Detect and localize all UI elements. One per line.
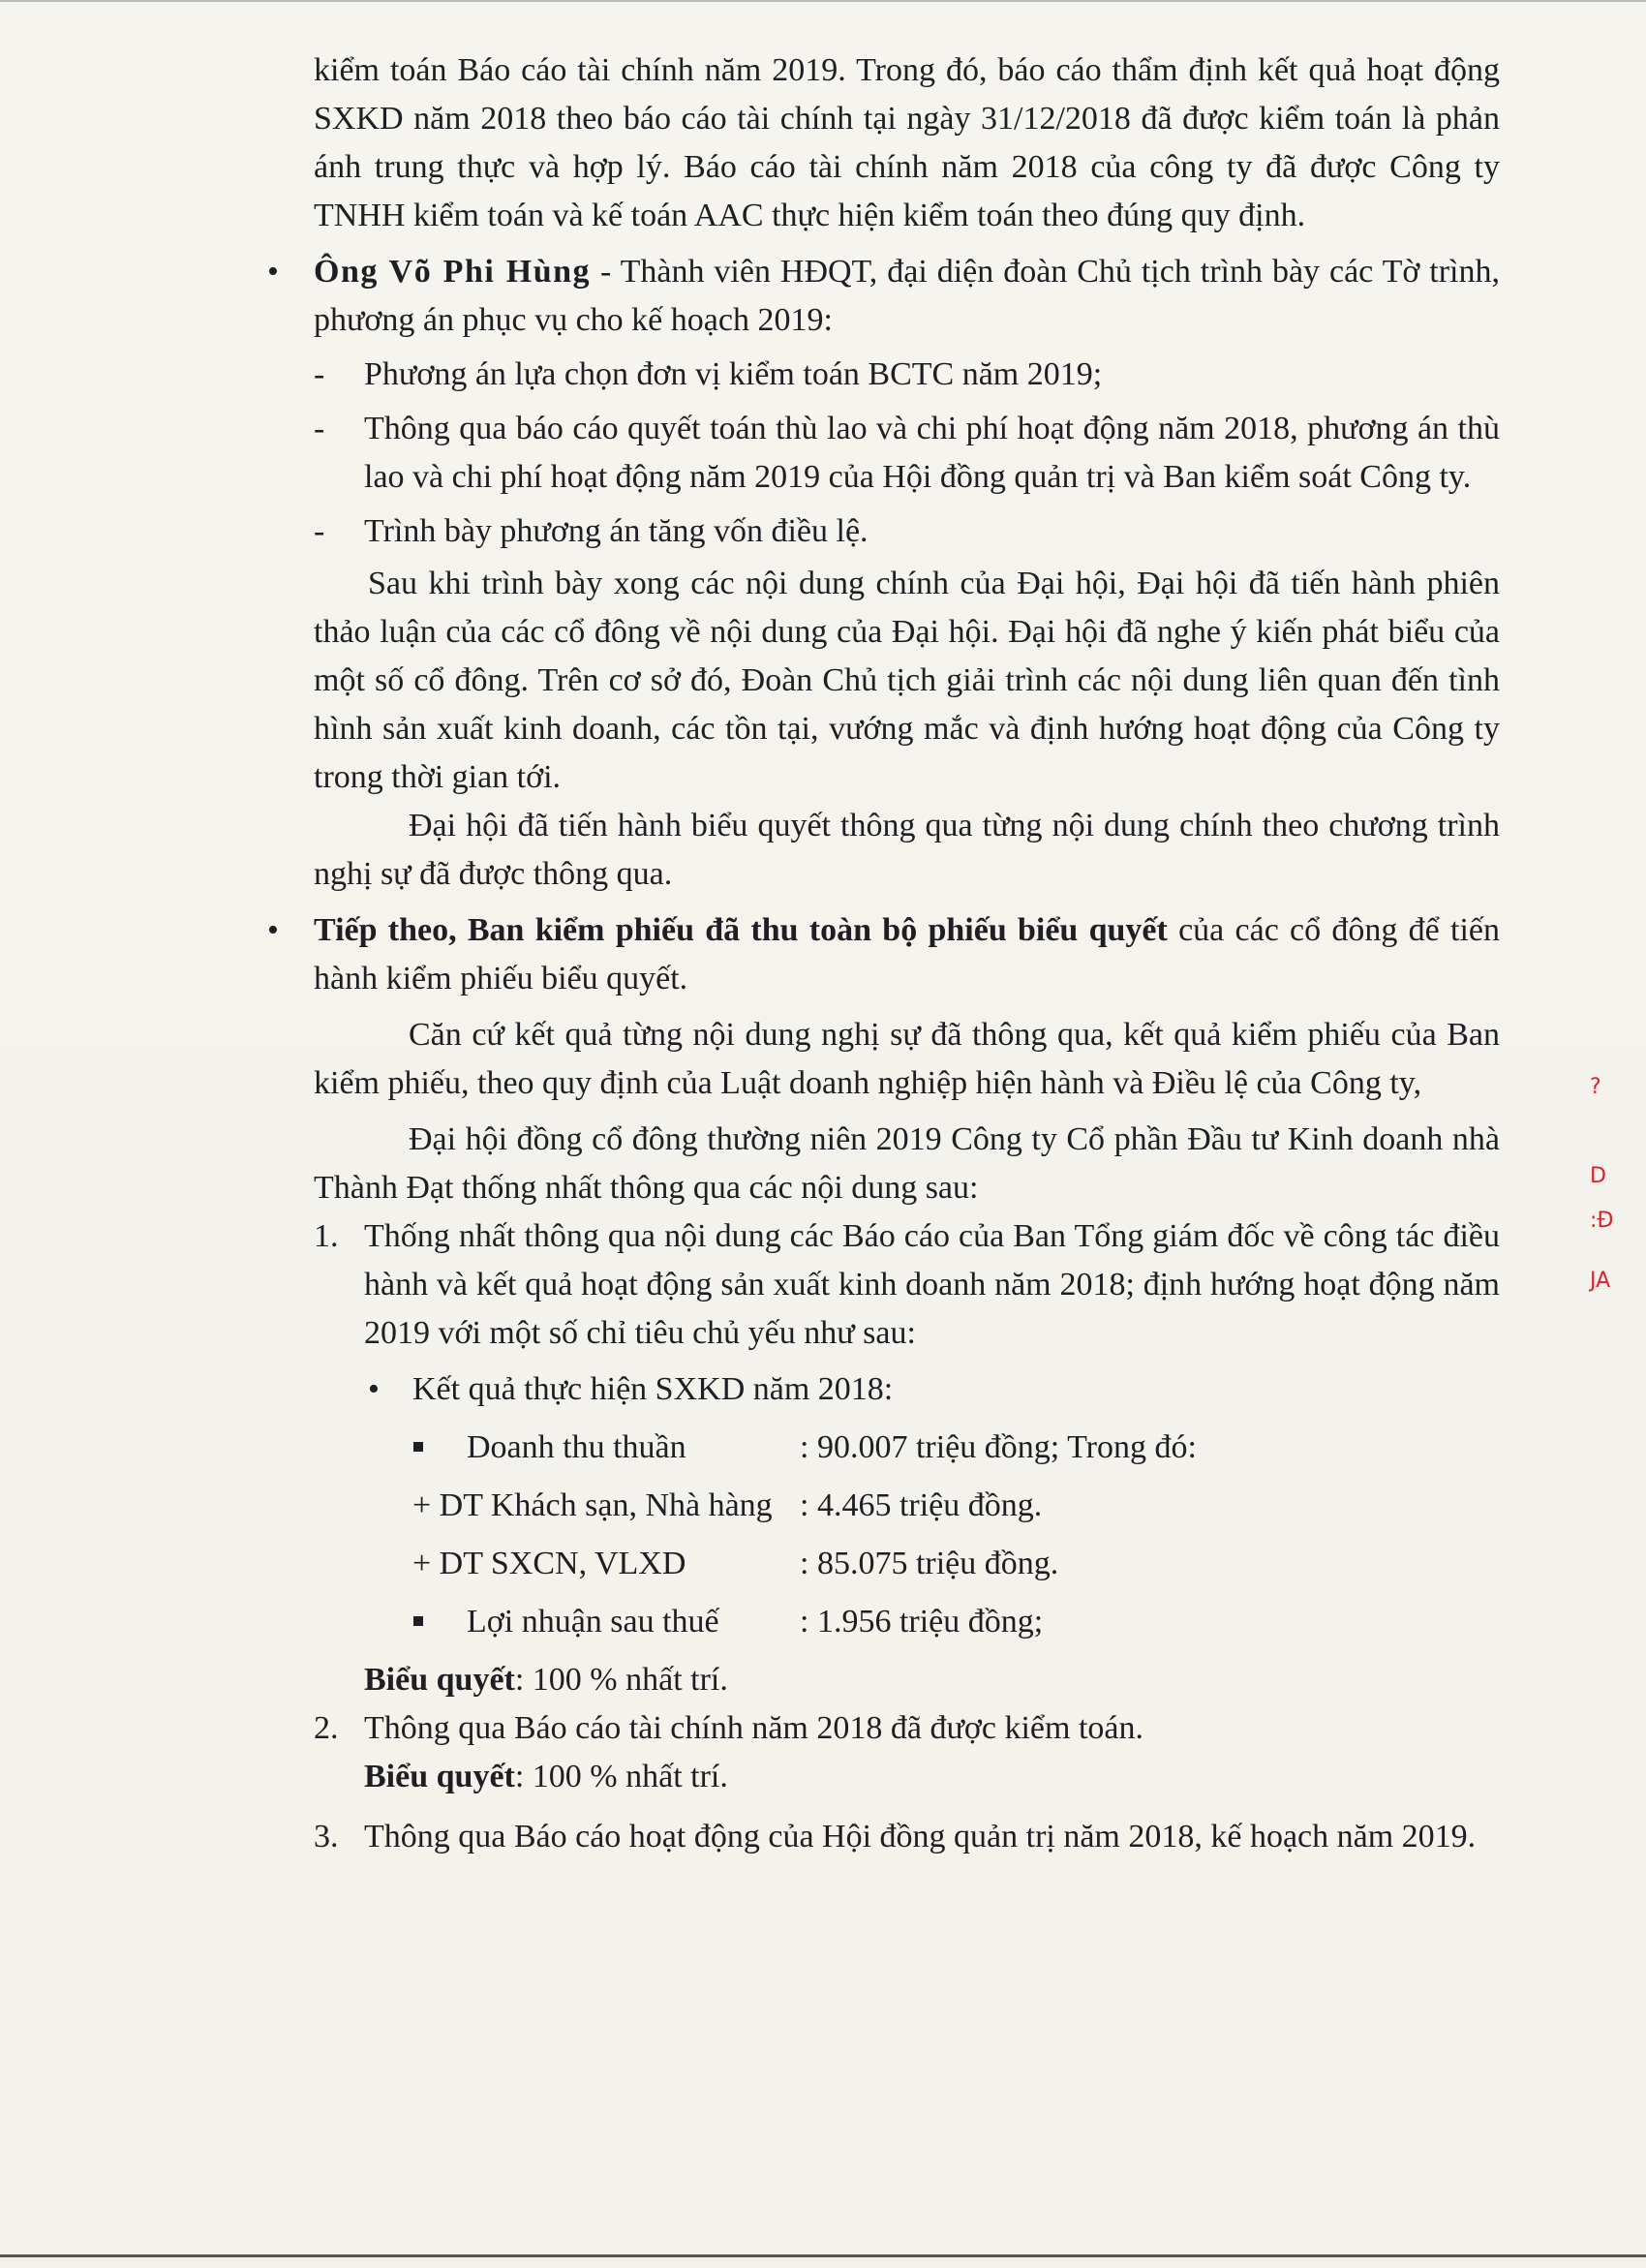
result-label: Lợi nhuận sau thuế [314, 1598, 800, 1646]
result-label: + DT Khách sạn, Nhà hàng [412, 1487, 773, 1523]
vote-counting-text: của các cổ đông để tiến hành kiểm phiếu biểu quyết. [314, 912, 1500, 996]
vote-label: Biểu quyết [364, 1662, 515, 1698]
vote-result-2 [364, 1753, 1500, 1801]
result-value: : 90.007 triệu đồng; Trong đó: [800, 1429, 1197, 1465]
seal-mark: JA [1590, 1269, 1611, 1293]
bullet-vote-counting [314, 906, 1500, 1003]
vote-text: : 100 % nhất trí. [514, 1759, 728, 1794]
dash-item-text: Phương án lựa chọn đơn vị kiểm toán BCTC năm 2019; [364, 356, 1103, 392]
dash-item-text: Trình bày phương án tăng vốn điều lệ. [364, 513, 869, 549]
document-body [314, 46, 1500, 1861]
result-row-hotel-revenue [314, 1482, 1500, 1530]
scan-top-edge [0, 0, 1646, 2]
result-row-net-revenue [314, 1424, 1500, 1472]
red-seal-marks [1584, 1075, 1623, 1317]
resolution-item-3 [314, 1813, 1500, 1861]
result-label: + DT SXCN, VLXD [412, 1546, 686, 1581]
paragraph-voting: Đại hội đã tiến hành biểu quyết thông qua từng nội dung chính theo chương trình nghị sự đã được thông qua. [314, 808, 1500, 892]
result-value: : 4.465 triệu đồng. [800, 1487, 1043, 1523]
dash-marker: - [314, 356, 325, 392]
vote-counting-bold: Tiếp theo, Ban kiểm phiếu đã thu toàn bộ phiếu biểu quyết [314, 912, 1168, 948]
dash-item-text: Thông qua báo cáo quyết toán thù lao và chi phí hoạt động năm 2018, phương án thù lao và chi phí hoạt động năm 2019 của Hội đồng quản trị và Ban kiểm soát Công ty. [364, 411, 1500, 495]
dash-marker: - [314, 411, 325, 446]
dash-item-audit-unit [314, 351, 1500, 399]
item-number: 2. [314, 1710, 339, 1746]
vote-result-1 [364, 1656, 1500, 1704]
resolution-item-2 [314, 1704, 1500, 1753]
item-number: 3. [314, 1819, 339, 1854]
result-label: Doanh thu thuần [314, 1424, 800, 1472]
item-text: Thông qua Báo cáo tài chính năm 2018 đã được kiểm toán. [364, 1710, 1143, 1746]
item-text: Thống nhất thông qua nội dung các Báo cáo của Ban Tổng giám đốc về công tác điều hành và kết quả hoạt động sản xuất kinh doanh năm 2018; định hướng hoạt động năm 2019 với một số chỉ tiêu chủ yếu như sau: [364, 1218, 1500, 1351]
result-value: : 1.956 triệu đồng; [800, 1604, 1044, 1640]
dash-marker: - [314, 513, 325, 549]
paragraph-audit-intro: kiểm toán Báo cáo tài chính năm 2019. Trong đó, báo cáo thẩm định kết quả hoạt động SXKD năm 2018 theo báo cáo tài chính tại ngày 31/12/2018 đã được kiểm toán là phản ánh trung thực và hợp lý. Báo cáo tài chính năm 2018 của công ty đã được Công ty TNHH kiểm toán và kế toán AAC thực hiện kiểm toán theo đúng quy định. [314, 52, 1500, 233]
vote-text: : 100 % nhất trí. [514, 1662, 728, 1698]
paragraph-resolution: Đại hội đồng cổ đông thường niên 2019 Công ty Cổ phần Đầu tư Kinh doanh nhà Thành Đạt thống nhất thông qua các nội dung sau: [314, 1121, 1500, 1206]
scan-bottom-edge [0, 2254, 1646, 2257]
seal-mark: D [1590, 1164, 1606, 1188]
result-value: : 85.075 triệu đồng. [800, 1546, 1059, 1581]
result-row-industrial-revenue [314, 1540, 1500, 1588]
dash-item-capital-increase [314, 507, 1500, 556]
bullet-vo-phi-hung [314, 248, 1500, 345]
dash-item-remuneration [314, 405, 1500, 502]
item-number: 1. [314, 1218, 339, 1254]
item-text: Thông qua Báo cáo hoạt động của Hội đồng quản trị năm 2018, kế hoạch năm 2019. [364, 1819, 1477, 1854]
paragraph-discussion: Sau khi trình bày xong các nội dung chính của Đại hội, Đại hội đã tiến hành phiên thảo luận của các cổ đông về nội dung của Đại hội. Đại hội đã nghe ý kiến phát biểu của một số cổ đông. Trên cơ sở đó, Đoàn Chủ tịch giải trình các nội dung liên quan đến tình hình sản xuất kinh doanh, các tồn tại, vướng mắc và định hướng hoạt động của Công ty trong thời gian tới. [314, 566, 1500, 795]
resolution-item-1 [314, 1212, 1500, 1358]
vote-label: Biểu quyết [364, 1759, 515, 1794]
seal-mark: ? [1590, 1075, 1601, 1099]
speaker-description: - Thành viên HĐQT, đại diện đoàn Chủ tịch trình bày các Tờ trình, phương án phục vụ cho kế hoạch 2019: [314, 254, 1500, 338]
paragraph-basis: Căn cứ kết quả từng nội dung nghị sự đã thông qua, kết quả kiểm phiếu của Ban kiểm phiếu, theo quy định của Luật doanh nghiệp hiện hành và Điều lệ của Công ty, [314, 1017, 1500, 1101]
speaker-name: Ông Võ Phi Hùng [314, 254, 592, 290]
seal-mark: :Đ [1590, 1209, 1614, 1233]
results-heading: • Kết quả thực hiện SXKD năm 2018: [412, 1365, 1500, 1414]
result-row-profit [314, 1598, 1500, 1646]
